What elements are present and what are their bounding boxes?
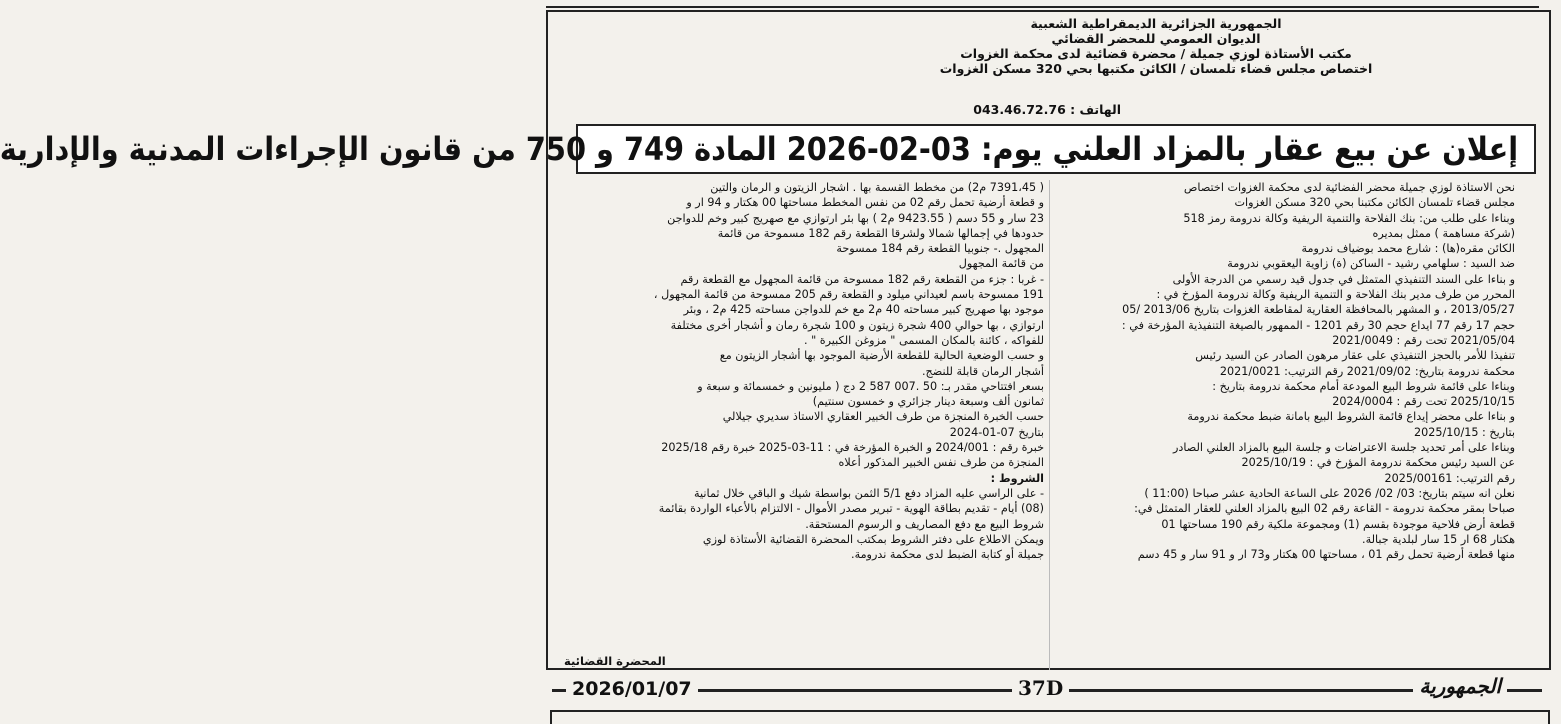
notice-line: و بناءا على محضر إيداع قائمة الشروط البيع بامانة ضبط محكمة ندرومة — [1187, 410, 1515, 424]
notice-line: ( 7391،45 م2) من مخطط القسمة بها . اشجار الزيتون و الرمان والتين — [710, 181, 1044, 194]
left-column — [564, 180, 1044, 562]
notice-line: تنفيذا للأمر بالحجز التنفيذي على عقار مرهون الصادر عن السيد رئيس — [1195, 349, 1515, 363]
notice-line: ويمكن الاطلاع على دفتر الشروط بمكتب المحضرة القضائية الأستاذة لوزي — [702, 532, 1044, 546]
right-column — [1045, 180, 1515, 562]
notice-line: 2013/05/27 ، و المشهر بالمحافظة العقارية لمقاطعة الغزوات بتاريخ 2013/06 /05 — [1122, 303, 1515, 317]
notice-line: (08) أيام - تقديم بطاقة الهوية - تبرير مصدر الأموال - الالتزام بالأعباء الواردة بقائمة — [658, 502, 1044, 516]
header-line-2: الديوان العمومي للمحضر القضائي — [1051, 31, 1261, 46]
notice-line: وبناءا على قائمة شروط البيع المودعة أمام محكمة ندرومة بتاريخ : — [1212, 379, 1515, 393]
column-divider — [1049, 180, 1050, 670]
notice-line: شروط البيع مع دفع المصاريف و الرسوم المستحقة. — [805, 517, 1044, 531]
notice-line: 2025/10/15 تحت رقم : 2024/0004 — [1332, 395, 1515, 409]
page-footer — [542, 676, 1547, 706]
notice-line: هكتار 68 ار 15 سار لبلدية جبالة. — [1362, 532, 1515, 546]
banner-title: إعلان عن بيع عقار بالمزاد العلني يوم: 03-02-2026 المادة 749 و 750 من قانون الإجراءات المدنية والإدارية — [0, 130, 1518, 168]
notice-line: ارتوازي ، بها حوالي 400 شجرة زيتون و 100 شجرة رمان و أشجار أخرى مختلفة — [670, 318, 1044, 332]
header-line-1: الجمهورية الجزائرية الديمقراطية الشعبية — [1030, 16, 1282, 31]
notice-line: رقم الترتيب: 2025/00161 — [1384, 471, 1515, 485]
notice-line: قطعة أرض فلاحية موجودة بقسم (1) ومجموعة ملكية رقم 190 مساحتها 01 — [1161, 517, 1515, 531]
header-phone: الهاتف : 043.46.72.76 — [973, 102, 1121, 117]
notice-line: ثمانون ألف وسبعة دينار جزائري و خمسون سنتيم) — [812, 395, 1044, 409]
notice-line: وبناءا على طلب من: بنك الفلاحة والتنمية الريفية وكالة ندرومة رمز 518 — [1183, 211, 1515, 225]
title-banner — [0, 124, 1536, 174]
notice-line: 2021/05/04 تحت رقم : 2021/0049 — [1332, 333, 1515, 347]
notice-line: موجود بها صهريج كبير مساحته 40 م2 مع خم للدواجن مساحته 425 م2 ، وبئر — [683, 303, 1044, 317]
footer-logo: الجمهورية — [1413, 674, 1507, 698]
notice-line: - غربا : جزء من القطعة رقم 182 ممسوحة من قائمة المجهول مع القطعة رقم — [680, 272, 1044, 286]
notice-header — [791, 16, 1521, 76]
notice-line: صباحا بمقر محكمة ندرومة - القاعة رقم 02 البيع بالمزاد العلني للعقار المتمثل في: — [1134, 502, 1515, 516]
footer-date: 2026/01/07 — [566, 678, 698, 700]
notice-line: أشجار الرمان قابلة للنضج. — [921, 364, 1044, 378]
notice-line: نحن الاستاذة لوزي جميلة محضر الفضائية لدى محكمة الغزوات اختصاص — [1183, 181, 1515, 194]
notice-line: (شركة مساهمة ) ممثل بمديره — [1372, 226, 1515, 240]
notice-line: مجلس قضاء تلمسان الكائن مكتبنا بحي 320 مسكن الغزوات — [1234, 196, 1515, 210]
footer-page-number: 37D — [1012, 676, 1069, 700]
notice-line: محكمة ندرومة بتاريخ: 2021/09/02 رقم الترتيب: 2021/0021 — [1219, 364, 1515, 378]
notice-line: الكائن مقره(ها) : شارع محمد بوضياف ندرومة — [1301, 242, 1515, 256]
header-line-4: اختصاص مجلس قضاء تلمسان / الكائن مكتبها بحي 320 مسكن الغزوات — [939, 61, 1373, 76]
notice-line: نعلن انه سيتم بتاريخ: 03/ 02/ 2026 على الساعة الحادية عشر صباحا (11:00 ) — [1144, 486, 1515, 500]
next-notice-frame — [550, 710, 1550, 724]
notice-line: من قائمة المجهول — [958, 257, 1044, 271]
notice-line: 191 ممسوحة باسم لعيداني ميلود و القطعة رقم 205 ممسوحة من قائمة المجهول ، — [653, 288, 1044, 302]
notice-line: للفواكه ، كائنة بالمكان المسمى " مزوغن الكبيرة " . — [803, 333, 1044, 347]
notice-line: ضد السيد : سلهامي رشيد - الساكن (ة) زاوية اليعقوبي ندرومة — [1227, 257, 1515, 271]
signature: المحضرة القضائية — [564, 654, 666, 668]
notice-line: المحرر من طرف مدير بنك الفلاحة و التنمية الريفية وكالة ندرومة المؤرخ في : — [1156, 288, 1515, 302]
notice-line: حدودها في إجمالها شمالا ولشرقا القطعة رقم 182 مسموحة من قائمة — [717, 226, 1044, 240]
header-line-3: مكتب الأستاذة لوزي جميلة / محضرة قضائية لدى محكمة الغزوات — [960, 46, 1352, 61]
notice-line: حجم 17 رقم 77 ايداع حجم 30 رقم 1201 - الممهور بالصيغة التنفيذية المؤرخة في : — [1121, 318, 1515, 332]
notice-line: عن السيد رئيس محكمة ندرومة المؤرخ في : 2025/10/19 — [1241, 456, 1515, 470]
notice-line: بتاريخ 07-01-2024 — [949, 425, 1044, 439]
notice-line: المجهول .- جنوبيا القطعة رقم 184 ممسوحة — [836, 242, 1044, 256]
notice-line: و قطعة أرضية تحمل رقم 02 من نفس المخطط مساحتها 00 هكتار و 94 ار و — [686, 196, 1044, 210]
top-rule — [546, 6, 1539, 8]
notice-line: حسب الخبرة المنجزة من طرف الخبير العقاري الاستاذ سديري جيلالي — [722, 410, 1044, 424]
notice-line: 23 سار و 55 دسم ( 9423.55 م2 ) بها بئر ارتوازي مع صهريج كبير وخم للدواجن — [667, 211, 1044, 225]
notice-line: الشروط : — [990, 471, 1044, 485]
notice-line: خبرة رقم : 2024/001 و الخبرة المؤرخة في : 11-03-2025 خبرة رقم 2025/18 — [661, 441, 1044, 455]
notice-line: جميلة أو كتابة الضبط لدى محكمة ندرومة. — [851, 548, 1044, 562]
notice-line: بسعر افتتاحي مقدر بـ: 50 .007 587 2 دج ( مليونين و خمسمائة و سبعة و — [697, 379, 1044, 393]
notice-line: بتاريخ : 2025/10/15 — [1413, 425, 1515, 439]
notice-line: - على الراسي عليه المزاد دفع 5/1 الثمن بواسطة شيك و الباقي خلال ثمانية — [694, 486, 1044, 500]
notice-line: منها قطعة أرضية تحمل رقم 01 ، مساحتها 00 هكتار و73 ار و 91 سار و 45 دسم — [1137, 548, 1515, 562]
notice-line: و حسب الوضعية الحالية للقطعة الأرضية الموجود بها أشجار الزيتون مع — [719, 349, 1044, 363]
notice-line: وبناءا على أمر تحديد جلسة الاعتراضات و جلسة البيع بالمزاد العلني الصادر — [1172, 441, 1515, 455]
notice-line: المنجزة من طرف نفس الخبير المذكور أعلاه — [838, 456, 1044, 470]
notice-line: و بناءا على السند التنفيذي المتمثل في جدول قيد رسمي من الدرجة الأولى — [1172, 272, 1515, 286]
